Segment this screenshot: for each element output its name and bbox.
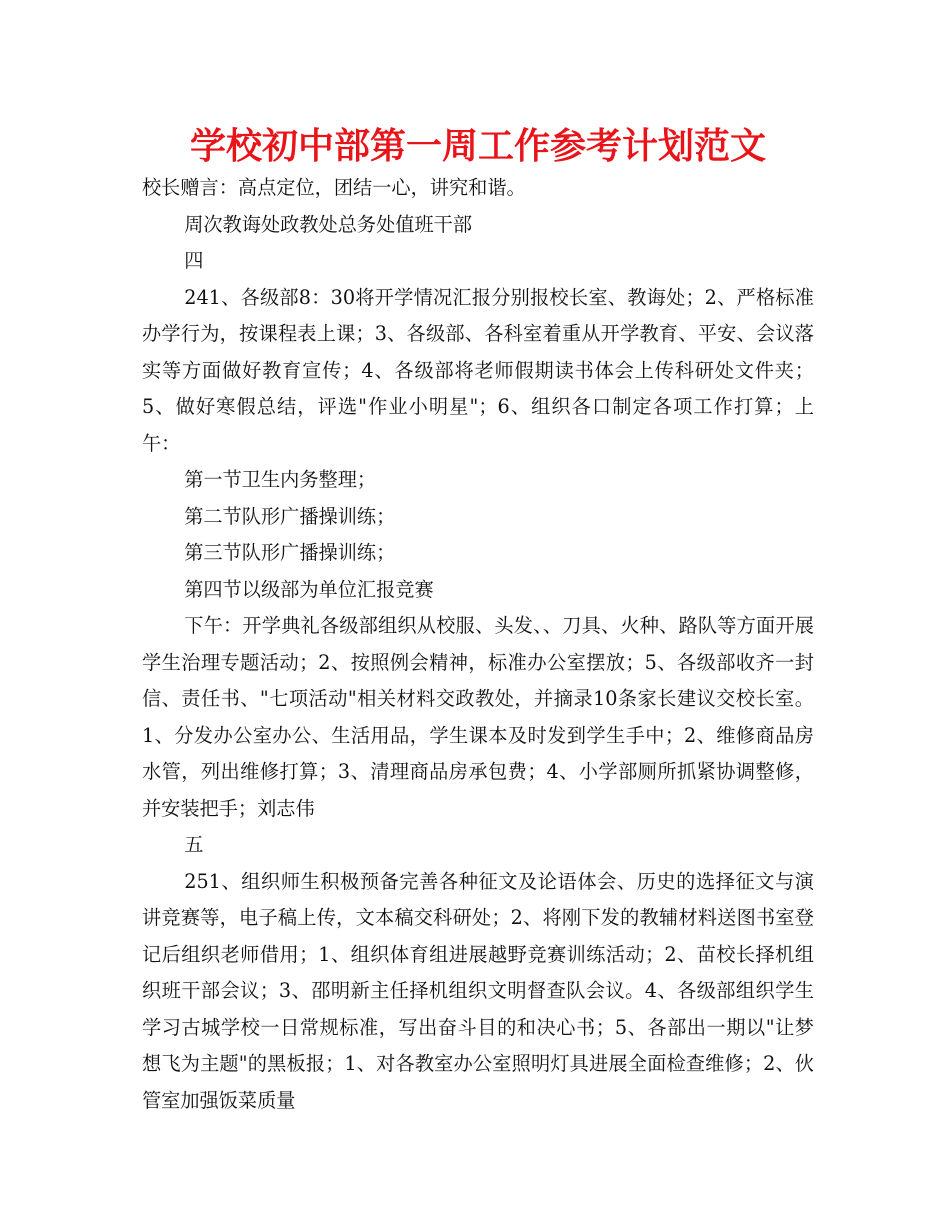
paragraph-period-4: 第四节以级部为单位汇报竞赛 xyxy=(184,577,434,601)
paragraph-period-1: 第一节卫生内务整理； xyxy=(184,468,377,491)
document-title: 学校初中部第一周工作参考计划范文 xyxy=(189,126,766,167)
paragraph-friday-tasks: 251、组织师生积极预备完善各种征文及论语体会、历史的选择征文与演讲竞赛等，电子稿上传，文本稿交科研处；2、将刚下发的教辅材料送图书室登记后组织老师借用；1、组织体育组进展越野竞赛训练活动；2、苗校长择机组织班干部会议；3、邵明新主任择机组织文明督查队会议。4、各级部组织学生学习古城学校一日常规标准，写出奋斗目的和决心书；5、各部出一期以"让梦想飞为主题"的黑板报；1、对各教室办公室照明灯具进展全面检查维修；2、伙管室加强饭菜质量 xyxy=(142,869,814,1112)
paragraph-duty-header: 周次教诲处政教处总务处值班干部 xyxy=(184,212,473,236)
paragraph-thursday-tasks: 241、各级部8：30将开学情况汇报分别报校长室、教诲处；2、严格标准办学行为，按课程表上课；3、各级部、各科室着重从开学教育、平安、会议落实等方面做好教育宣传；4、各级部将老师假期读书体会上传科研处文件夹；5、做好寒假总结，评选"作业小明星"；6、组织各口制定各项工作打算；上午： xyxy=(142,285,814,455)
paragraph-period-3: 第三节队形广播操训练； xyxy=(184,541,396,564)
paragraph-weekday-friday: 五 xyxy=(184,833,204,856)
paragraph-afternoon-tasks: 下午：开学典礼各级部组织从校服、头发、、刀具、火种、路队等方面开展学生治理专题活动；2、按照例会精神，标准办公室摆放；5、各级部收齐一封信、责任书、"七项活动"相关材料交政教处，并摘录10条家长建议交校长室。1、分发办公室办公、生活用品，学生课本及时发到学生手中；2、维修商品房水管，列出维修打算；3、清理商品房承包费；4、小学部厕所抓紧协调整修，并安装把手；刘志伟 xyxy=(142,614,814,820)
document-page xyxy=(142,124,814,1119)
paragraph-period-2: 第二节队形广播操训练； xyxy=(184,504,396,528)
paragraph-weekday-thursday: 四 xyxy=(184,249,204,272)
paragraph-motto: 校长赠言：高点定位，团结一心，讲究和谐。 xyxy=(142,176,526,199)
